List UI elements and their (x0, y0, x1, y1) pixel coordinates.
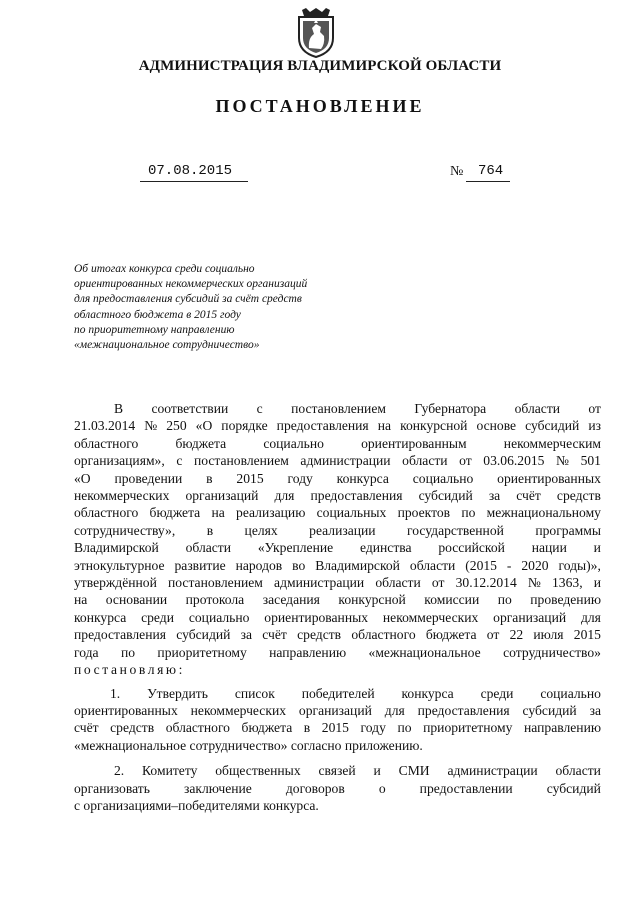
word: реализацию (236, 505, 306, 521)
word: предоставления (310, 488, 403, 504)
word: предоставления (74, 627, 167, 643)
text-line (74, 470, 601, 487)
word: постановлением (168, 575, 263, 591)
word: народов (235, 557, 283, 573)
word: 22 (509, 627, 524, 643)
number-label: № (450, 164, 464, 179)
word: от (459, 453, 472, 469)
text-line (74, 762, 601, 779)
word: реализации (309, 522, 376, 538)
word: средств (556, 488, 601, 504)
word: порядке (221, 418, 268, 434)
word: приоритетному (423, 720, 513, 736)
word: сотрудничеству», (74, 522, 176, 538)
word: комиссии (424, 592, 480, 608)
word: 1. (110, 685, 121, 701)
word: во (292, 557, 306, 573)
word: «О (74, 470, 91, 486)
word: государственной (407, 522, 504, 538)
word: и (593, 575, 601, 591)
word: году (287, 470, 313, 486)
word: социально (263, 435, 324, 451)
word: на (377, 418, 392, 434)
subject-line: ориентированных некоммерческих организаций (74, 278, 308, 291)
word: сотрудничество» (503, 644, 601, 660)
word: годы)», (558, 557, 601, 573)
word: заключение (183, 780, 252, 796)
text-line (74, 452, 601, 469)
word: Губернатора (414, 401, 487, 416)
word: от (431, 575, 445, 591)
text-line (74, 737, 601, 754)
text-line (74, 400, 601, 417)
word: областного (165, 720, 230, 736)
word: 2. (114, 763, 125, 779)
word: некоммерческих (190, 702, 287, 718)
subject-line: областного бюджета в 2015 году (74, 308, 241, 321)
word: от (486, 627, 500, 643)
word: проведению (530, 592, 601, 608)
word: направлению (524, 720, 601, 736)
subject-line: «межнациональное сотрудничество» (74, 339, 260, 352)
text-line (74, 539, 601, 556)
word: области (409, 557, 456, 573)
word: субсидий (176, 627, 231, 643)
word: приоритетному (157, 644, 247, 660)
word: субсидий (525, 418, 580, 434)
word: развитие (174, 557, 226, 573)
word: для (384, 702, 405, 718)
subject-line: Об итогах конкурса среди социально (74, 263, 255, 275)
word: субсидий (546, 780, 601, 796)
text-line (74, 644, 601, 661)
word: организаций (185, 488, 259, 504)
subject-line: по приоритетному направлению (74, 323, 235, 336)
word: нации (531, 540, 567, 556)
text-line (74, 797, 601, 814)
word: заседания (262, 592, 320, 608)
word: 21.03.2014 (74, 418, 136, 434)
word: области (185, 540, 232, 556)
word: проектов (397, 505, 451, 521)
word: в (303, 720, 311, 736)
word: межнациональному (486, 505, 601, 521)
preamble-paragraph (74, 400, 601, 661)
word: за (488, 488, 501, 504)
word: по (120, 644, 136, 660)
text-line (74, 719, 601, 736)
word: по (397, 720, 412, 736)
word: областного (74, 505, 139, 521)
word: за (589, 702, 601, 718)
word: областного (351, 627, 416, 643)
word: Владимирской (315, 557, 400, 573)
text-line (74, 574, 601, 591)
word: среди (480, 685, 514, 701)
text-line (74, 435, 601, 452)
coat-of-arms-icon (294, 8, 338, 58)
word: по (461, 505, 476, 521)
word: постановлением (193, 453, 289, 469)
word: за (240, 627, 253, 643)
word: области (555, 763, 601, 779)
word: конкурсной (338, 592, 406, 608)
word: бюджета (241, 720, 293, 736)
word: в (206, 470, 213, 486)
word: из (588, 418, 601, 434)
word: для (274, 488, 295, 504)
text-line (74, 522, 601, 539)
text-line (74, 702, 601, 719)
word: 1363, (552, 575, 583, 591)
word: средств (297, 627, 342, 643)
word: области (402, 453, 448, 469)
word: ориентированным (361, 435, 467, 451)
document-subject (74, 262, 374, 353)
word: «межнациональное (368, 644, 481, 660)
word: области (375, 575, 421, 591)
word: году (360, 720, 386, 736)
word: «Укрепление (257, 540, 334, 556)
word: и (593, 540, 601, 556)
word: проведении (114, 470, 183, 486)
word: Комитету (142, 763, 198, 779)
word: областного (74, 435, 139, 451)
word: счёт (74, 720, 99, 736)
word: социально (540, 685, 601, 701)
word: администрации (274, 575, 365, 591)
word: некоммерческих (382, 609, 479, 625)
word: некоммерческих (74, 488, 170, 504)
item-1-paragraph (74, 685, 601, 755)
word: счёт (516, 488, 541, 504)
word: общественных (215, 763, 301, 779)
word: субсидий (418, 488, 473, 504)
word: предоставления (276, 418, 369, 434)
word: в (206, 522, 214, 538)
word: Утвердить (147, 685, 208, 701)
word: ориентированных (497, 470, 601, 486)
word: Владимирской (74, 540, 159, 556)
word: с организациями–победителями конкурса. (74, 797, 319, 813)
word: ориентированных (264, 609, 369, 625)
word: СМИ (398, 763, 430, 779)
document-number: 764 (478, 163, 504, 179)
document-type: ПОСТАНОВЛЕНИЕ (215, 96, 425, 116)
word: единства (359, 540, 412, 556)
text-line (74, 626, 601, 643)
word: некоммерческим (503, 435, 601, 451)
word: по (497, 592, 512, 608)
word: счёт (262, 627, 287, 643)
text-line (74, 417, 601, 434)
word: июля (533, 627, 564, 643)
word: (2015 (465, 557, 497, 573)
word: для (580, 609, 601, 625)
word: бюджета (425, 627, 477, 643)
word: В (114, 401, 124, 416)
document-body (74, 400, 601, 814)
word: 2020 (521, 557, 549, 573)
word: субсидий (522, 702, 577, 718)
text-line (74, 685, 601, 702)
word: № (527, 575, 541, 591)
word: администрации (300, 453, 391, 469)
word: 30.12.2014 (455, 575, 517, 591)
text-line (74, 591, 601, 608)
word: средств (110, 720, 155, 736)
word: основе (476, 418, 517, 434)
word: социальных (316, 505, 387, 521)
word: 2015 (573, 627, 601, 643)
word: 2015 (236, 470, 264, 486)
word: на (211, 505, 225, 521)
word: победителей (301, 685, 375, 701)
word: предоставлении (419, 780, 513, 796)
word: утверждённой (74, 575, 157, 591)
text-line (74, 487, 601, 504)
text-line (74, 609, 601, 626)
word: договоров (285, 780, 345, 796)
word: № (144, 418, 158, 434)
word: российской (438, 540, 505, 556)
number-underline (466, 181, 510, 182)
word: связей (318, 763, 356, 779)
word: список (234, 685, 275, 701)
word: соответствии (151, 401, 229, 416)
word: организовать (74, 780, 150, 796)
word: администрации (447, 763, 538, 779)
document-date: 07.08.2015 (148, 163, 233, 179)
decree-word: постановляю: (74, 662, 186, 678)
word: целях (244, 522, 278, 538)
word: бюджета (149, 505, 201, 521)
word: среди (141, 609, 174, 625)
word: конкурса (401, 685, 454, 701)
word: конкурса (336, 470, 389, 486)
subject-line: для предоставления субсидий за счёт средств (74, 293, 302, 306)
word: социально (412, 470, 474, 486)
word: года (74, 644, 99, 660)
word: на (74, 592, 88, 608)
word: организаций (493, 609, 567, 625)
word: о (378, 780, 386, 796)
word: с (176, 453, 183, 469)
word: «О (195, 418, 213, 434)
word: 501 (580, 453, 601, 469)
word: бюджета (175, 435, 227, 451)
word: 250 (166, 418, 187, 434)
word: «межнациональное сотрудничество» согласно приложению. (74, 737, 423, 753)
text-line (74, 780, 601, 797)
word: организаций (298, 702, 372, 718)
word: и (373, 763, 381, 779)
word: конкурсной (400, 418, 468, 434)
word: программы (535, 522, 601, 538)
word: № (556, 453, 569, 469)
word: 03.06.2015 (483, 453, 545, 469)
word: от (588, 401, 601, 416)
word: этнокультурное (74, 557, 165, 573)
word: постановлением (291, 401, 386, 416)
date-underline (140, 181, 248, 182)
word: основании (105, 592, 168, 608)
text-line (74, 504, 601, 521)
word: протокола (185, 592, 245, 608)
organization-title: АДМИНИСТРАЦИЯ ВЛАДИМИРСКОЙ ОБЛАСТИ (138, 58, 502, 74)
text-line (74, 557, 601, 574)
word: предоставления (417, 702, 510, 718)
word: социально (188, 609, 250, 625)
word: области (514, 401, 561, 416)
word: - (506, 557, 512, 573)
word: ориентированных (74, 702, 178, 718)
word: направлению (269, 644, 347, 660)
item-2-paragraph (74, 762, 601, 814)
word: 2015 (321, 720, 349, 736)
word: организациям», (74, 453, 165, 469)
word: конкурса (74, 609, 127, 625)
word: с (256, 401, 263, 416)
